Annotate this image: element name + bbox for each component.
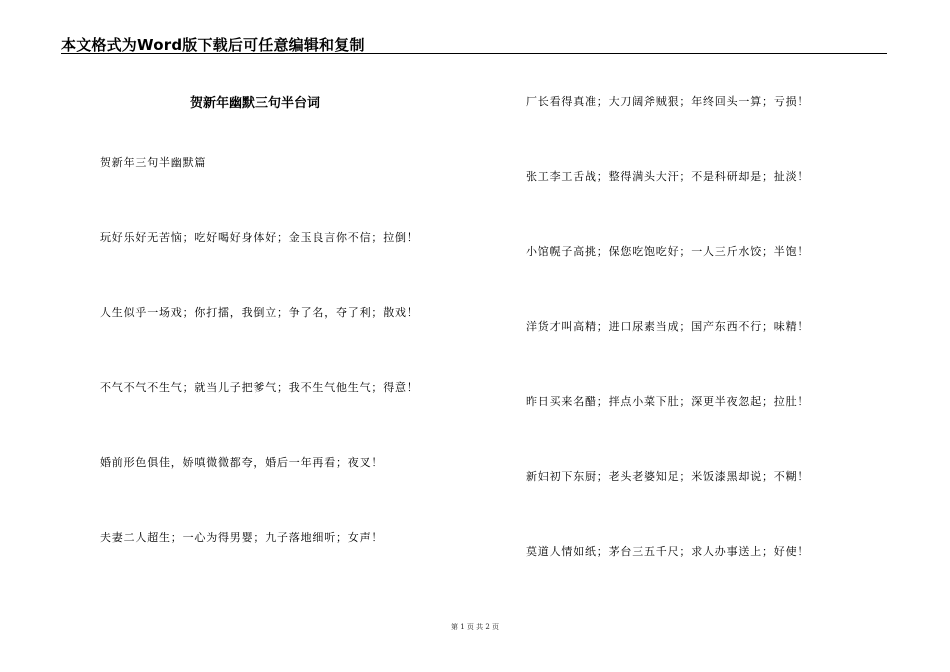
right-line-5: 昨日买来名醋；拌点小菜下肚；深更半夜忽起；拉肚！: [526, 395, 810, 408]
right-line-6: 新妇初下东厨；老头老婆知足；米饭漆黑却说；不糊！: [526, 470, 810, 483]
left-line-2: 玩好乐好无苦恼；吃好喝好身体好；金玉良言你不信；拉倒！: [100, 231, 419, 244]
right-line-7: 莫道人情如纸；茅台三五千尺；求人办事送上；好使！: [526, 545, 810, 558]
right-line-4: 洋货才叫高精；进口尿素当成；国产东西不行；味精！: [526, 320, 810, 333]
right-line-2: 张工李工舌战；整得满头大汗；不是科研却是；扯淡！: [526, 170, 810, 183]
left-line-6: 夫妻二人超生；一心为得男婴；九子落地细听；女声！: [100, 531, 384, 544]
header-divider: [61, 53, 887, 54]
right-line-3: 小馆幌子高挑；保您吃饱吃好；一人三斤水饺；半饱！: [526, 245, 810, 258]
left-line-5: 婚前形色俱佳，娇嗔微微都夸，婚后一年再看；夜叉！: [100, 456, 384, 469]
document-title: 贺新年幽默三句半台词: [190, 96, 321, 111]
page-number: 第 1 页 共 2 页: [450, 623, 500, 631]
left-line-3: 人生似乎一场戏；你打擂，我倒立；争了名，夺了利；散戏！: [100, 306, 419, 319]
left-line-1: 贺新年三句半幽默篇: [100, 156, 207, 169]
header-title: 本文格式为Word版下载后可任意编辑和复制: [61, 36, 365, 54]
right-line-1: 厂长看得真准；大刀阔斧贼狠；年终回头一算；亏损！: [526, 95, 810, 108]
left-line-4: 不气不气不生气；就当儿子把爹气；我不生气他生气；得意！: [100, 381, 419, 394]
